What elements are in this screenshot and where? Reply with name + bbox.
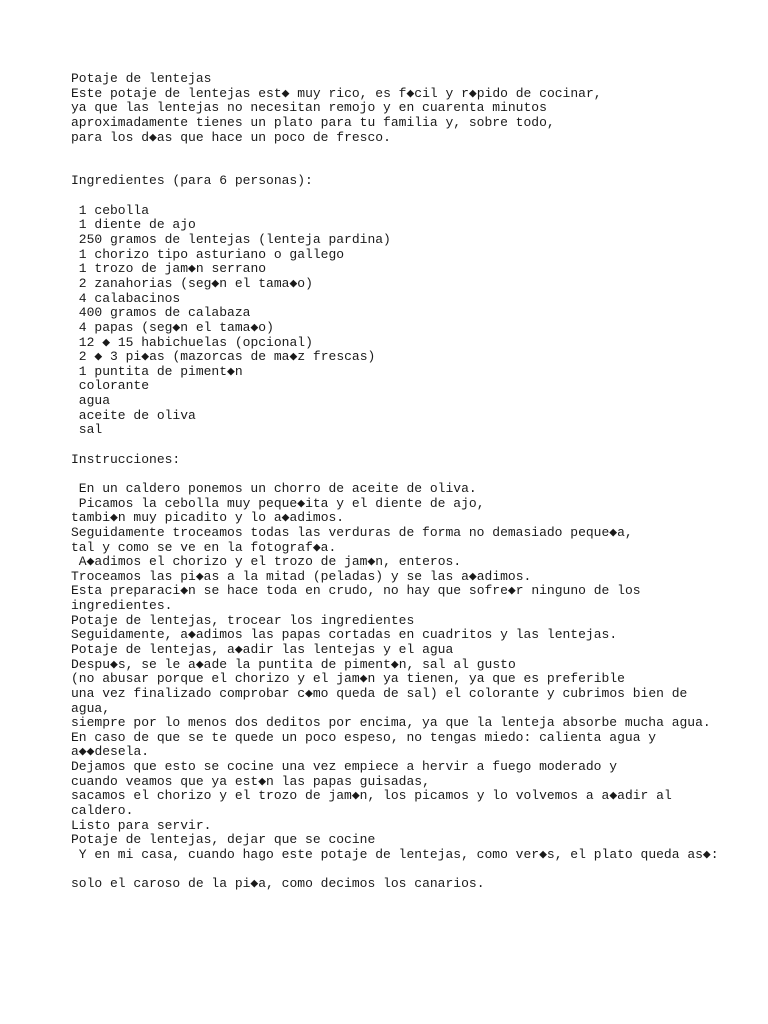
- document-line: una vez finalizado comprobar c◆mo queda de sal) el colorante y cubrimos bien de: [71, 685, 688, 701]
- document-line: cuando veamos que ya est◆n las papas guisadas,: [71, 773, 430, 789]
- document-line: [71, 145, 751, 160]
- document-line: [71, 438, 751, 453]
- document-line: agua: [71, 393, 111, 409]
- document-line: siempre por lo menos dos deditos por encima, ya que la lenteja absorbe mucha agua.: [71, 715, 711, 731]
- document-body: [71, 72, 751, 892]
- document-line: En caso de que se te quede un poco espeso, no tengas miedo: calienta agua y: [71, 729, 657, 745]
- document-line: Troceamos las pi◆as a la mitad (peladas) y se las a◆adimos.: [71, 568, 532, 584]
- document-line: caldero.: [71, 803, 134, 819]
- document-line: Ingredientes (para 6 personas):: [71, 173, 313, 189]
- document-line: 1 diente de ajo: [71, 217, 196, 233]
- document-line: tambi◆n muy picadito y lo a◆adimos.: [71, 510, 345, 526]
- document-line: tal y como se ve en la fotograf◆a.: [71, 539, 337, 555]
- document-line: 4 papas (seg◆n el tama◆o): [71, 319, 274, 335]
- document-line: solo el caroso de la pi◆a, como decimos los canarios.: [71, 876, 485, 892]
- document-line: Instrucciones:: [71, 451, 181, 467]
- document-line: [71, 467, 751, 482]
- document-line: 1 trozo de jam◆n serrano: [71, 261, 267, 277]
- document-line: sal: [71, 422, 103, 438]
- document-line: Potaje de lentejas, a◆adir las lentejas y el agua: [71, 641, 454, 657]
- document-line: Este potaje de lentejas est◆ muy rico, es f◆cil y r◆pido de cocinar,: [71, 85, 602, 101]
- document-line: sacamos el chorizo y el trozo de jam◆n, los picamos y lo volvemos a a◆adir al: [71, 788, 672, 804]
- document-line: Listo para servir.: [71, 817, 212, 833]
- document-line: Esta preparaci◆n se hace toda en crudo, no hay que sofre◆r ninguno de los: [71, 583, 641, 599]
- document-line: En un caldero ponemos un chorro de aceite de oliva.: [71, 480, 477, 496]
- document-line: 1 puntita de piment◆n: [71, 363, 243, 379]
- document-line: A◆adimos el chorizo y el trozo de jam◆n, enteros.: [71, 554, 462, 570]
- document-line: Potaje de lentejas, dejar que se cocine: [71, 832, 376, 848]
- document-line: ya que las lentejas no necesitan remojo y en cuarenta minutos: [71, 100, 547, 116]
- document-line: [71, 160, 751, 175]
- document-line: Seguidamente troceamos todas las verduras de forma no demasiado peque◆a,: [71, 524, 633, 540]
- document-line: 250 gramos de lentejas (lenteja pardina): [71, 232, 391, 248]
- document-line: Seguidamente, a◆adimos las papas cortadas en cuadritos y las lentejas.: [71, 627, 618, 643]
- document-line: Potaje de lentejas, trocear los ingredientes: [71, 612, 415, 628]
- document-line: [71, 189, 751, 204]
- document-line: agua,: [71, 700, 111, 716]
- document-line: colorante: [71, 378, 150, 394]
- document-line: [71, 863, 751, 878]
- document-line: Despu◆s, se le a◆ade la puntita de piment◆n, sal al gusto: [71, 656, 516, 672]
- document-line: Picamos la cebolla muy peque◆ita y el diente de ajo,: [71, 495, 485, 511]
- document-line: 2 zanahorias (seg◆n el tama◆o): [71, 275, 313, 291]
- document-line: para los d◆as que hace un poco de fresco.: [71, 129, 391, 145]
- document-line: 2 ◆ 3 pi◆as (mazorcas de ma◆z frescas): [71, 349, 376, 365]
- document-line: Y en mi casa, cuando hago este potaje de lentejas, como ver◆s, el plato queda as◆:: [71, 846, 719, 862]
- document-line: aceite de oliva: [71, 407, 196, 423]
- document-line: (no abusar porque el chorizo y el jam◆n ya tienen, ya que es preferible: [71, 671, 625, 687]
- document-line: 400 gramos de calabaza: [71, 305, 251, 321]
- document-line: 1 cebolla: [71, 202, 150, 218]
- document-line: 4 calabacinos: [71, 290, 181, 306]
- document-line: a◆◆desela.: [71, 744, 150, 760]
- document-line: ingredientes.: [71, 598, 173, 614]
- document-line: Dejamos que esto se cocine una vez empiece a hervir a fuego moderado y: [71, 759, 618, 775]
- document-line: 1 chorizo tipo asturiano o gallego: [71, 246, 345, 262]
- document-line: aproximadamente tienes un plato para tu familia y, sobre todo,: [71, 114, 555, 130]
- document-line: 12 ◆ 15 habichuelas (opcional): [71, 334, 313, 350]
- document-line: Potaje de lentejas: [71, 71, 212, 86]
